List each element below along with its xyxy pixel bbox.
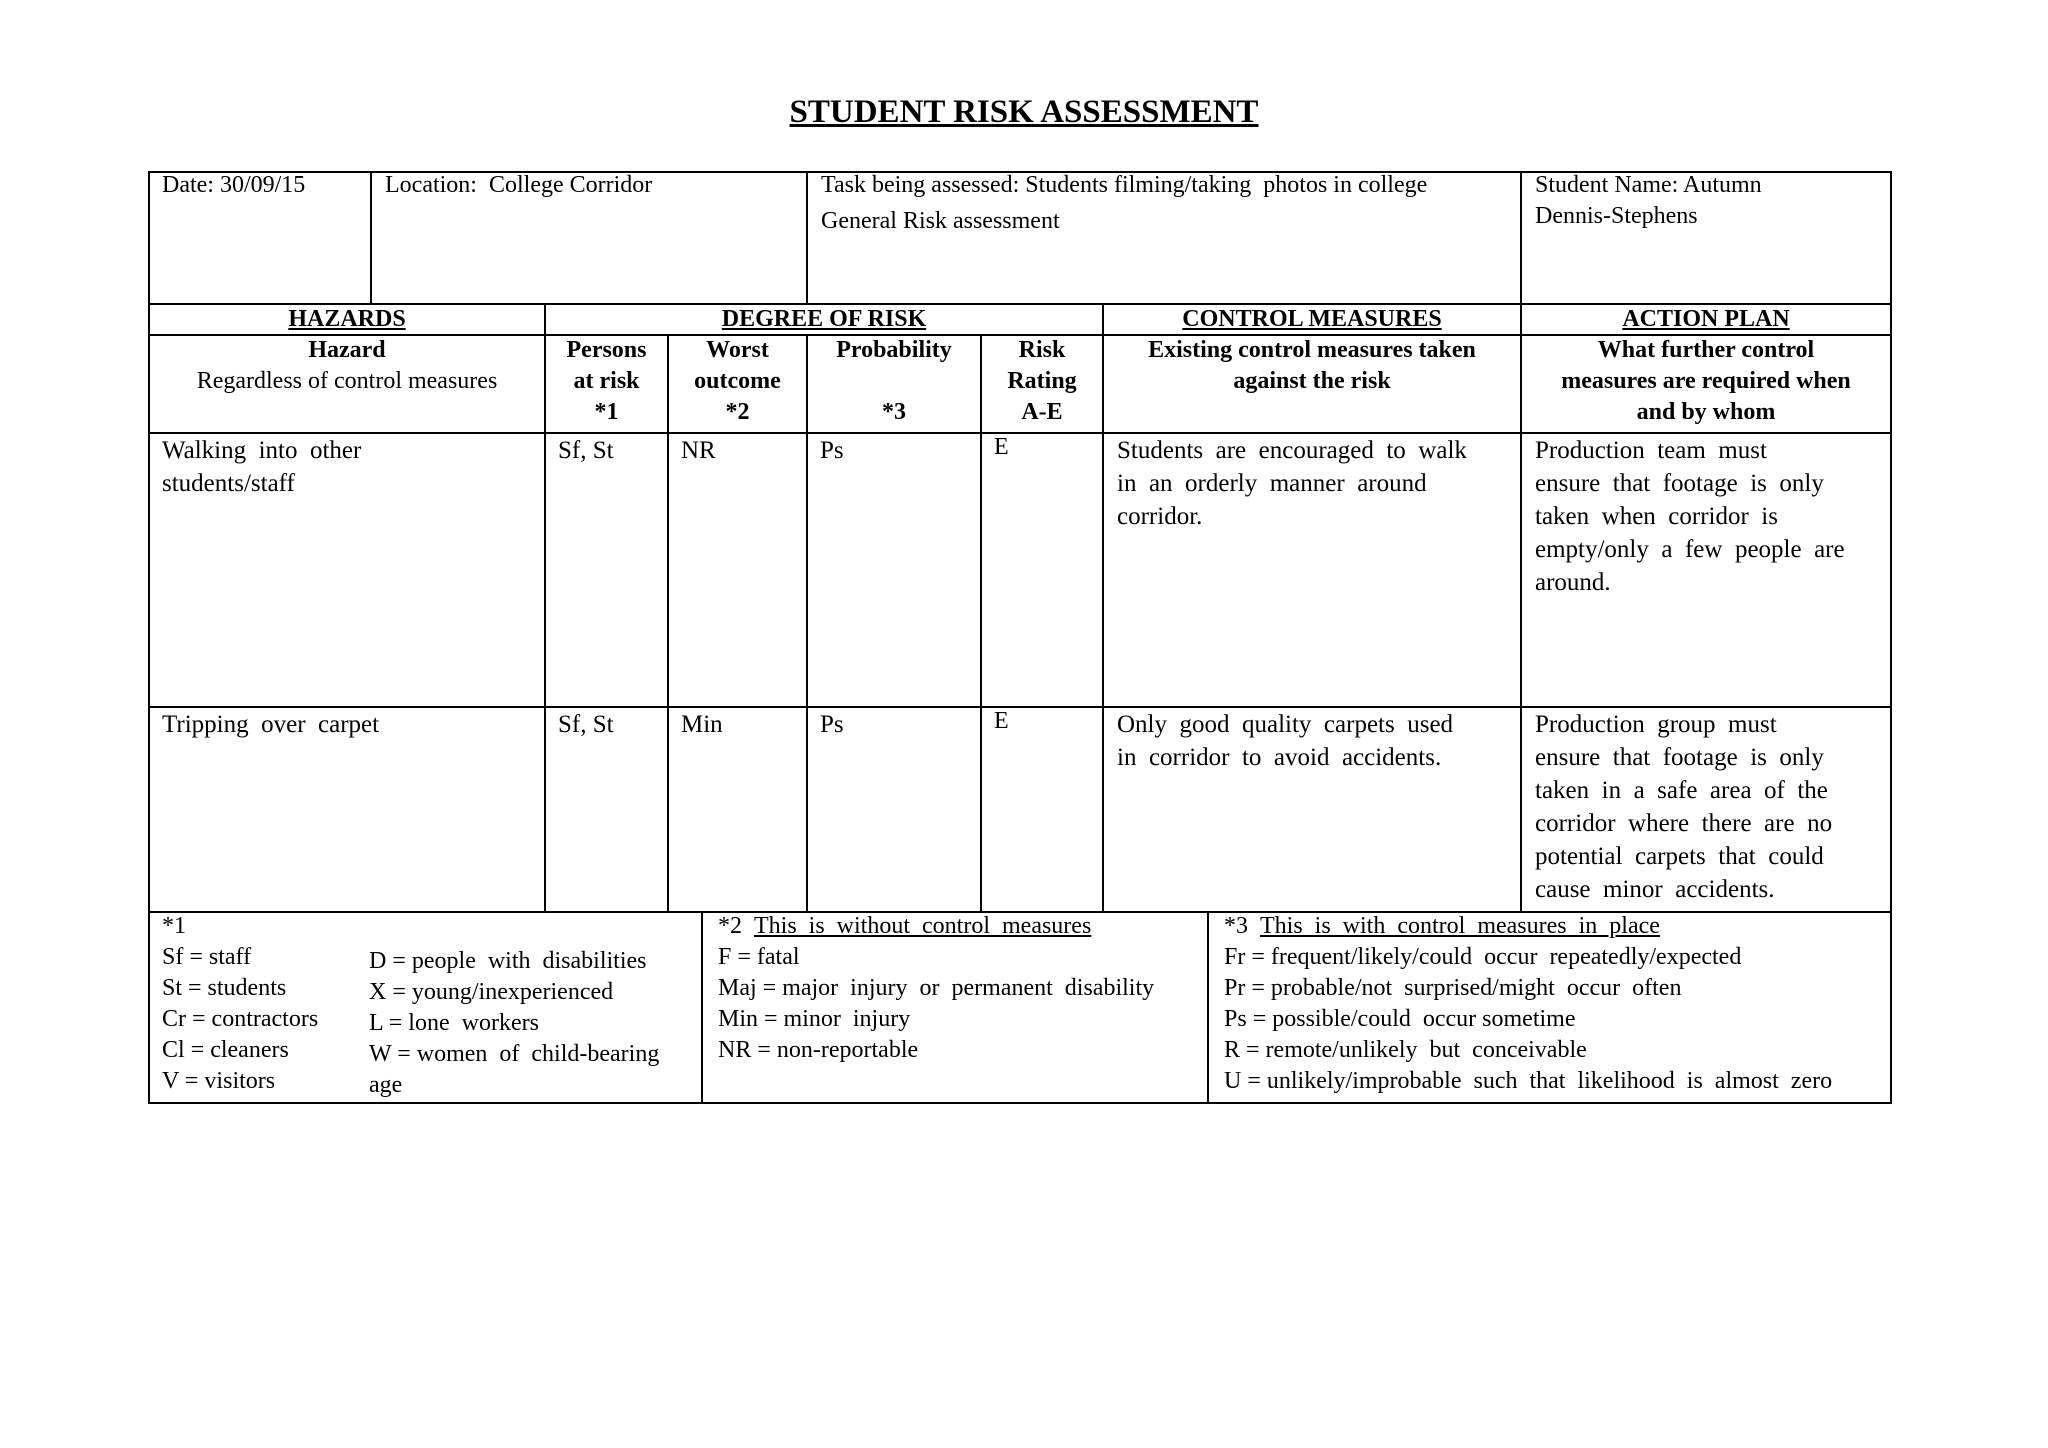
control-line: Only good quality carpets used: [1117, 711, 1454, 738]
legend-mark: *2: [718, 913, 742, 939]
legend-item: D = people with disabilities: [369, 948, 647, 974]
legend-item: V = visitors: [162, 1068, 276, 1094]
grid-line: [1207, 911, 1209, 1104]
action-plan-cell: [1535, 708, 1889, 906]
section-hazards: HAZARDS: [288, 306, 406, 332]
grid-line: [1520, 171, 1522, 304]
legend-key-title: [718, 911, 1204, 942]
hazard-header-title: Hazard: [308, 337, 386, 363]
legend-title-text: This is without control measures: [754, 913, 1092, 939]
legend-item: Min = minor injury: [718, 1006, 911, 1032]
legend-item: Pr = probable/not surprised/might occur often: [1224, 975, 1682, 1001]
control-line: in an orderly manner around: [1117, 470, 1427, 497]
persons-cell: Sf, St: [558, 711, 614, 738]
grid-line: [370, 171, 372, 304]
worst-outcome-cell: Min: [681, 711, 723, 738]
action-line: corridor where there are no: [1535, 810, 1833, 837]
location-cell: [385, 170, 800, 201]
header-line: measures are required when: [1561, 368, 1851, 394]
legend-item: X = young/inexperienced: [369, 979, 614, 1005]
header-line: Probability: [836, 337, 952, 363]
control-line: in corridor to avoid accidents.: [1117, 744, 1442, 771]
legend-item: Cl = cleaners: [162, 1037, 289, 1063]
date-text: Date: 30/09/15: [162, 172, 306, 198]
action-line: Production team must: [1535, 437, 1767, 464]
header-line: and by whom: [1636, 399, 1776, 425]
header-line: Existing control measures taken: [1148, 337, 1476, 363]
legend-key-title: *1: [162, 913, 186, 939]
header-line: Risk: [1018, 337, 1066, 363]
legend-outcome-key: [718, 911, 1204, 1101]
legend-mark: *3: [1224, 913, 1248, 939]
legend-item: L = lone workers: [369, 1010, 539, 1036]
hazard-line: Walking into other: [162, 437, 362, 464]
location-text: Location: College Corridor: [385, 172, 653, 198]
control-measures-cell: [1117, 708, 1517, 774]
action-plan-cell: [1535, 434, 1889, 599]
persons-at-risk-header: [546, 335, 667, 428]
grid-line: [1890, 171, 1892, 1104]
action-line: taken in a safe area of the: [1535, 777, 1828, 804]
legend-item: W = women of child-bearing: [369, 1041, 660, 1067]
legend-item: Cr = contractors: [162, 1006, 319, 1032]
hazard-line: students/staff: [162, 470, 295, 497]
legend-persons-right: [369, 946, 698, 1101]
hazard-line: Tripping over carpet: [162, 711, 380, 738]
action-line: empty/only a few people are: [1535, 536, 1845, 563]
worst-outcome-header: [669, 335, 806, 428]
section-degree-of-risk: DEGREE OF RISK: [721, 306, 927, 332]
section-control-measures: CONTROL MEASURES: [1182, 306, 1442, 332]
hazard-cell: [162, 708, 542, 741]
legend-item: age: [369, 1072, 403, 1098]
legend-item: Sf = staff: [162, 944, 252, 970]
control-line: corridor.: [1117, 503, 1203, 530]
action-line: Production group must: [1535, 711, 1777, 738]
grid-line: [701, 911, 703, 1104]
header-line: outcome: [694, 368, 781, 394]
header-line: at risk: [573, 368, 640, 394]
hazard-column-header: [150, 335, 544, 397]
probability-cell: Ps: [820, 437, 844, 464]
persons-cell: Sf, St: [558, 437, 614, 464]
page-title: STUDENT RISK ASSESSMENT: [789, 94, 1259, 130]
risk-rating-cell: E: [994, 434, 1009, 460]
risk-rating-header: [982, 335, 1102, 428]
control-line: Students are encouraged to walk: [1117, 437, 1467, 464]
header-line: *2: [725, 399, 750, 425]
legend-item: R = remote/unlikely but conceivable: [1224, 1037, 1587, 1063]
header-line: What further control: [1597, 337, 1815, 363]
action-line: cause minor accidents.: [1535, 876, 1775, 903]
action-line: potential carpets that could: [1535, 843, 1824, 870]
header-line: Worst: [706, 337, 769, 363]
further-control-header: [1522, 335, 1890, 428]
action-line: ensure that footage is only: [1535, 744, 1824, 771]
legend-item: Fr = frequent/likely/could occur repeatedly/expected: [1224, 944, 1742, 970]
legend-item: NR = non-reportable: [718, 1037, 919, 1063]
header-line: Persons: [566, 337, 647, 363]
header-line: Rating: [1007, 368, 1077, 394]
legend-item: U = unlikely/improbable such that likelihood is almost zero: [1224, 1068, 1833, 1094]
legend-item: St = students: [162, 975, 287, 1001]
general-risk-text: General Risk assessment: [821, 208, 1060, 234]
grid-line: [148, 1102, 1892, 1104]
student-name-line: Dennis-Stephens: [1535, 203, 1698, 229]
task-text: Task being assessed: Students filming/taking photos in college: [821, 172, 1428, 198]
risk-rating-cell: E: [994, 708, 1009, 734]
action-line: taken when corridor is: [1535, 503, 1778, 530]
legend-item: Ps = possible/could occur sometime: [1224, 1006, 1576, 1032]
legend-title-text: This is with control measures in place: [1260, 913, 1660, 939]
hazard-cell: [162, 434, 542, 500]
probability-header: [808, 335, 980, 428]
student-name-line: Student Name: Autumn: [1535, 172, 1762, 198]
date-cell: [162, 170, 367, 201]
legend-persons-key: [162, 911, 698, 1101]
worst-outcome-cell: NR: [681, 437, 716, 464]
control-measures-cell: [1117, 434, 1517, 533]
header-line: A-E: [1021, 399, 1063, 425]
header-line: *1: [594, 399, 619, 425]
task-cell: [821, 170, 1517, 237]
existing-control-header: [1104, 335, 1520, 397]
grid-line: [806, 171, 808, 304]
header-line: *3: [882, 399, 906, 425]
header-line: against the risk: [1233, 368, 1391, 394]
hazard-header-subtitle: Regardless of control measures: [196, 368, 498, 394]
action-line: ensure that footage is only: [1535, 470, 1824, 497]
legend-key-title: [1224, 911, 1888, 942]
action-line: around.: [1535, 569, 1611, 596]
header-spacer: [808, 366, 980, 397]
legend-item: F = fatal: [718, 944, 800, 970]
legend-probability-key: [1224, 911, 1888, 1101]
student-name-cell: [1535, 170, 1887, 232]
legend-item: Maj = major injury or permanent disability: [718, 975, 1155, 1001]
probability-cell: Ps: [820, 711, 844, 738]
legend-persons-left: [162, 942, 367, 1097]
section-action-plan: ACTION PLAN: [1622, 306, 1790, 332]
